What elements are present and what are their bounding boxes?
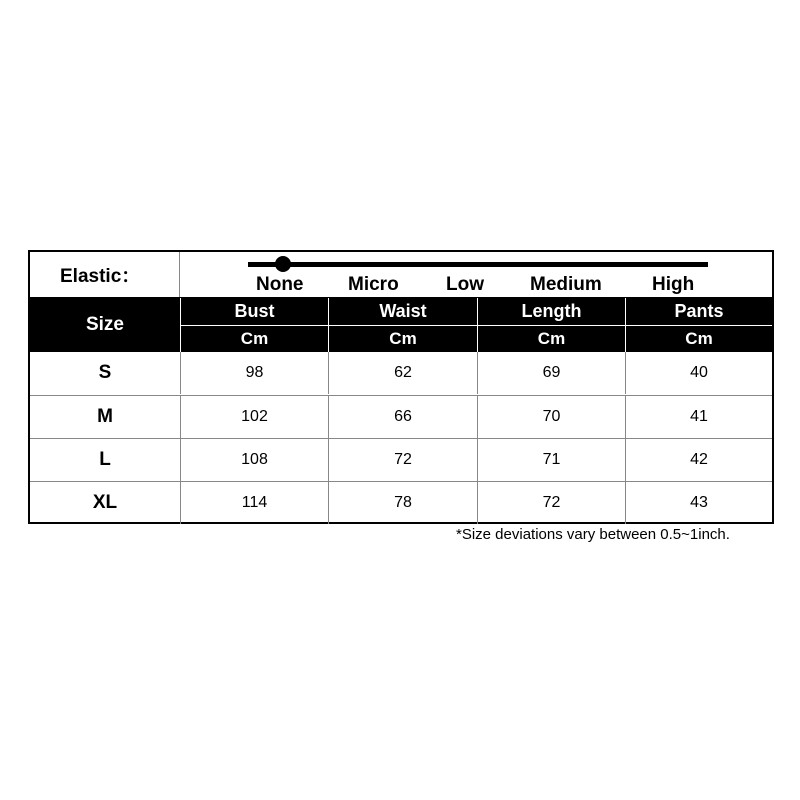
column-header-waist: Waist bbox=[328, 298, 477, 325]
table-row bbox=[30, 438, 772, 481]
table-body bbox=[30, 352, 772, 524]
unit-waist: Cm bbox=[328, 325, 477, 352]
table-row bbox=[30, 481, 772, 524]
pants-cell: 43 bbox=[625, 482, 772, 524]
waist-cell: 66 bbox=[328, 396, 477, 438]
elastic-level-medium: Medium bbox=[530, 274, 602, 295]
pants-cell: 41 bbox=[625, 396, 772, 438]
unit-pants: Cm bbox=[625, 325, 772, 352]
table-row bbox=[30, 395, 772, 438]
elastic-level-high: High bbox=[652, 274, 695, 295]
unit-bust: Cm bbox=[180, 325, 328, 352]
table-row bbox=[30, 352, 772, 395]
size-column-header: Size bbox=[85, 314, 125, 335]
bust-cell: 98 bbox=[180, 352, 328, 394]
elastic-label: Elastic： bbox=[30, 252, 180, 297]
length-cell: 72 bbox=[477, 482, 625, 524]
size-cell: L bbox=[99, 449, 111, 470]
elastic-scale-bar bbox=[248, 262, 708, 267]
elastic-level-micro: Micro bbox=[348, 274, 399, 295]
bust-cell: 108 bbox=[180, 439, 328, 481]
column-header-length: Length bbox=[477, 298, 625, 325]
size-cell: XL bbox=[92, 492, 118, 513]
size-cell: M bbox=[97, 406, 113, 427]
elastic-row bbox=[30, 252, 772, 298]
unit-length: Cm bbox=[477, 325, 625, 352]
pants-cell: 42 bbox=[625, 439, 772, 481]
elastic-indicator-dot bbox=[275, 256, 291, 272]
elastic-level-low: Low bbox=[446, 274, 484, 295]
waist-cell: 72 bbox=[328, 439, 477, 481]
bust-cell: 102 bbox=[180, 396, 328, 438]
elastic-level-none: None bbox=[256, 274, 304, 295]
length-cell: 71 bbox=[477, 439, 625, 481]
length-cell: 70 bbox=[477, 396, 625, 438]
column-header-bust: Bust bbox=[180, 298, 328, 325]
waist-cell: 62 bbox=[328, 352, 477, 394]
waist-cell: 78 bbox=[328, 482, 477, 524]
size-cell: S bbox=[98, 362, 112, 383]
size-chart bbox=[28, 250, 774, 524]
bust-cell: 114 bbox=[180, 482, 328, 524]
column-header-pants: Pants bbox=[625, 298, 772, 325]
size-deviation-footnote: *Size deviations vary between 0.5~1inch. bbox=[456, 526, 730, 543]
length-cell: 69 bbox=[477, 352, 625, 394]
table-header bbox=[30, 298, 772, 352]
pants-cell: 40 bbox=[625, 352, 772, 394]
